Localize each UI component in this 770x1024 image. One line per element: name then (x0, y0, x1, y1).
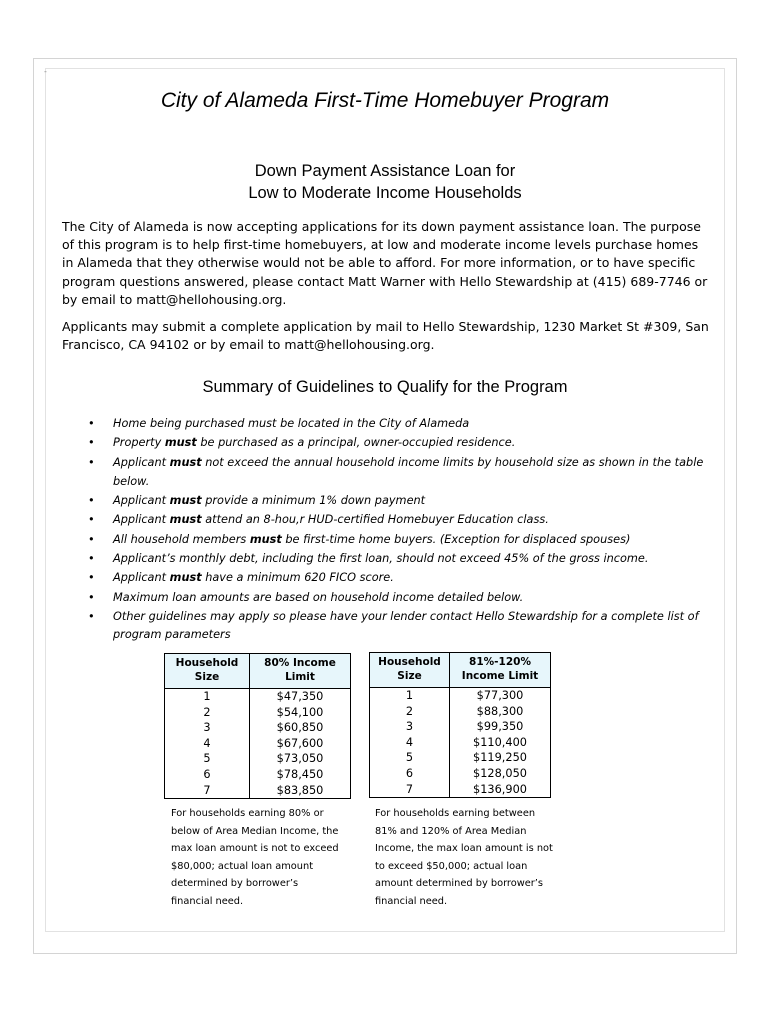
guideline-continuation: program parameters (113, 628, 231, 642)
income-limit-cell: $73,050 (250, 751, 351, 767)
guideline-text: Applicant (113, 571, 170, 585)
table-row (370, 735, 551, 751)
table-row (370, 750, 551, 766)
note-line: max loan amount is not to exceed (171, 843, 339, 855)
guideline-text-end: be purchased as a principal, owner-occupied residence. (196, 436, 516, 450)
summary-heading: Summary of Guidelines to Qualify for the Program (202, 378, 568, 396)
table-header-row (165, 654, 351, 689)
guideline-text-end: not exceed the annual household income limits by household size as shown in the table below. (113, 455, 704, 488)
guideline-emphasis: must (169, 494, 202, 508)
guideline-text: Property (113, 436, 165, 450)
subtitle-line-1: Down Payment Assistance Loan for (254, 162, 516, 180)
header-limit-line-1: 80% Income (264, 657, 336, 669)
guideline-text-end: be first-time home buyers. (Exception for displaced spouses) (281, 532, 631, 546)
bullet-icon: • (88, 571, 95, 585)
guideline-emphasis: must (249, 532, 282, 546)
note-line: Income, the max loan amount is not (375, 843, 553, 855)
income-limit-cell: $110,400 (450, 735, 551, 751)
guideline-emphasis: must (169, 455, 202, 469)
guideline-emphasis: must (164, 436, 197, 450)
table-body (370, 688, 551, 798)
table-row (165, 767, 351, 783)
guideline-text: Other guidelines may apply so please have your lender contact Hello Stewardship for a complete list of (113, 609, 699, 623)
header-size-line-2: Size (397, 670, 422, 682)
guideline-emphasis: must (169, 571, 202, 585)
income-limit-cell: $47,350 (250, 689, 351, 705)
note-line: financial need. (171, 895, 244, 907)
subtitle (45, 160, 725, 204)
bullet-icon: • (88, 552, 95, 566)
intro-paragraph: The City of Alameda is now accepting applications for its down payment assistance loan. The purpose of this program is to help first-time homebuyers, at low and moderate income levels purchase homes in Alameda that they otherwise would not be able to afford. For more information, or to have specific program questions answered, please contact Matt Warner with Hello Stewardship at (415) 689-7746 or by email to matt@hellohousing.org. (62, 219, 708, 307)
table-row (165, 736, 351, 752)
income-limit-cell: $54,100 (250, 705, 351, 721)
guideline-text: Applicant (113, 494, 170, 508)
corner-mark: - (44, 67, 47, 76)
note-80-percent (171, 805, 351, 911)
table-row (370, 782, 551, 798)
income-limit-cell: $78,450 (250, 767, 351, 783)
header-household-size (370, 653, 450, 688)
guideline-text-end: attend an 8-hou,r HUD-certified Homebuyer Education class. (201, 513, 549, 527)
header-limit-line-1: 81%-120% (469, 656, 531, 668)
header-size-line-2: Size (194, 671, 220, 683)
bullet-icon: • (88, 532, 95, 546)
guideline-item (62, 588, 712, 607)
guideline-text: All household members (113, 532, 250, 546)
income-limit-cell: $136,900 (450, 782, 551, 798)
income-table-120 (369, 652, 551, 798)
income-limit-cell: $99,350 (450, 719, 551, 735)
guideline-item (62, 414, 712, 433)
household-size-cell: 5 (165, 751, 250, 767)
household-size-cell: 6 (165, 767, 250, 783)
header-limit-line-2: Limit (285, 671, 315, 683)
page-title: City of Alameda First-Time Homebuyer Program (160, 89, 610, 112)
table-row (165, 720, 351, 736)
bullet-icon: • (88, 590, 95, 604)
header-household-size (165, 654, 250, 689)
guideline-text: Applicant’s monthly debt, including the first loan, should not exceed 45% of the gross income. (113, 552, 649, 566)
note-line: $80,000; actual loan amount (171, 860, 314, 872)
note-120-percent (375, 805, 555, 911)
household-size-cell: 3 (165, 720, 250, 736)
household-size-cell: 1 (165, 689, 250, 705)
header-size-line-1: Household (175, 657, 239, 669)
income-table-80 (164, 653, 351, 799)
guideline-item (62, 568, 712, 587)
household-size-cell: 6 (370, 766, 450, 782)
guideline-text-end: provide a minimum 1% down payment (201, 494, 426, 508)
note-line: For households earning 80% or (171, 808, 324, 819)
header-size-line-1: Household (378, 656, 441, 668)
bullet-icon: • (88, 455, 95, 469)
household-size-cell: 1 (370, 688, 450, 704)
table-row (370, 688, 551, 704)
guideline-text: Maximum loan amounts are based on household income detailed below. (113, 590, 524, 604)
guideline-item (62, 433, 712, 452)
table-row (165, 783, 351, 799)
guideline-text-end: have a minimum 620 FICO score. (201, 571, 394, 585)
note-line: below of Area Median Income, the (171, 825, 339, 837)
header-income-limit (250, 654, 351, 689)
table-row (370, 766, 551, 782)
table-row (165, 689, 351, 705)
income-limit-cell: $60,850 (250, 720, 351, 736)
guideline-text: Applicant (113, 455, 170, 469)
bullet-icon: • (88, 417, 95, 430)
header-income-limit (450, 653, 551, 688)
note-line: For households earning between (375, 808, 536, 819)
note-line: 81% and 120% of Area Median (375, 825, 527, 837)
subtitle-line-2: Low to Moderate Income Households (248, 184, 522, 202)
household-size-cell: 2 (370, 704, 450, 720)
guideline-item (62, 549, 712, 568)
table-row (165, 751, 351, 767)
bullet-icon: • (88, 609, 95, 623)
header-limit-line-2: Income Limit (461, 670, 539, 682)
bullet-icon: • (88, 436, 95, 450)
income-limit-cell: $83,850 (250, 783, 351, 799)
note-line: financial need. (375, 895, 448, 907)
household-size-cell: 2 (165, 705, 250, 721)
income-limit-cell: $67,600 (250, 736, 351, 752)
table-row (370, 704, 551, 720)
household-size-cell: 5 (370, 750, 450, 766)
bullet-icon: • (88, 513, 95, 527)
household-size-cell: 7 (370, 782, 450, 798)
guideline-text: Home being purchased must be located in the City of Alameda (113, 417, 470, 430)
household-size-cell: 7 (165, 783, 250, 799)
table-header-row (370, 653, 551, 688)
guideline-item (62, 607, 712, 643)
table-row (370, 719, 551, 735)
guidelines-list (62, 414, 712, 643)
guideline-item (62, 491, 712, 510)
note-line: determined by borrower’s (171, 878, 299, 890)
note-line: to exceed $50,000; actual loan (375, 860, 528, 872)
table-row (165, 705, 351, 721)
income-limit-cell: $128,050 (450, 766, 551, 782)
income-limit-cell: $88,300 (450, 704, 551, 720)
household-size-cell: 4 (370, 735, 450, 751)
household-size-cell: 3 (370, 719, 450, 735)
guideline-item (62, 453, 712, 492)
guideline-item (62, 530, 712, 549)
guideline-item (62, 510, 712, 529)
bullet-icon: • (88, 494, 95, 508)
household-size-cell: 4 (165, 736, 250, 752)
table-body (165, 689, 351, 799)
income-limit-cell: $119,250 (450, 750, 551, 766)
note-line: amount determined by borrower’s (375, 878, 544, 890)
guideline-emphasis: must (169, 513, 202, 527)
income-limit-cell: $77,300 (450, 688, 551, 704)
application-paragraph: Applicants may submit a complete application by mail to Hello Stewardship, 1230 Market St #309, San Francisco, CA 94102 or by email to matt@hellohousing.org. (62, 319, 709, 353)
guideline-text: Applicant (113, 513, 170, 527)
